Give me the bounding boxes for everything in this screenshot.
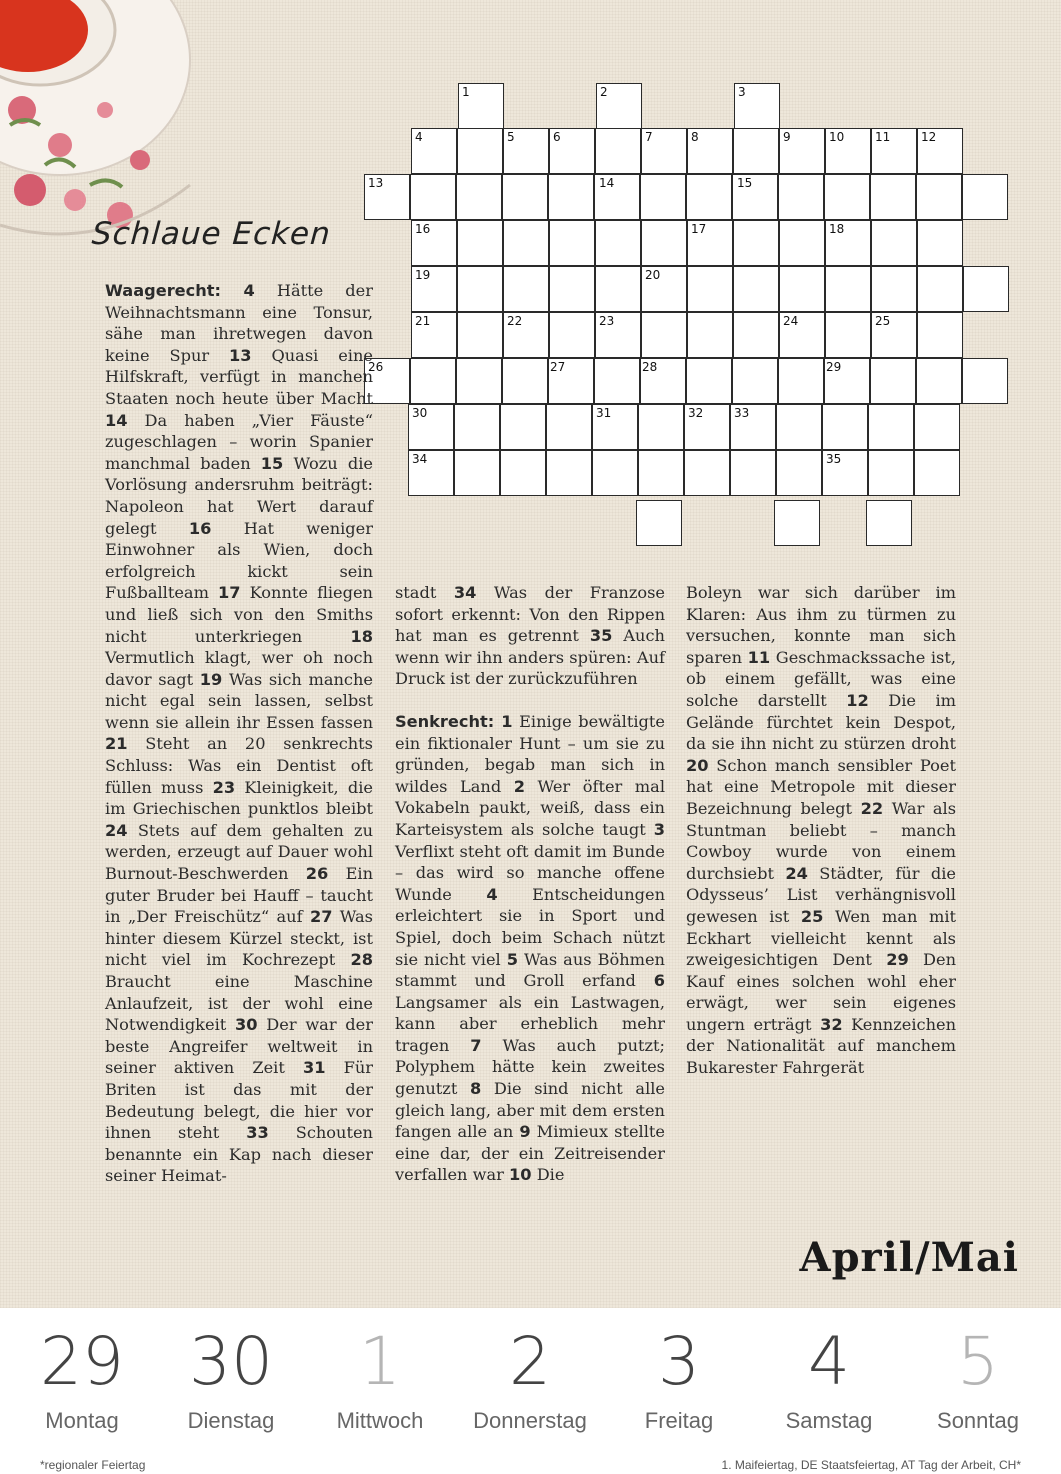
crossword-number: 33 xyxy=(734,406,750,420)
weekday-name: Donnerstag xyxy=(473,1408,587,1433)
crossword-number: 12 xyxy=(921,130,937,144)
crossword-number: 2 xyxy=(600,85,608,99)
crossword-cell[interactable] xyxy=(733,220,779,266)
crossword-cell[interactable] xyxy=(641,220,687,266)
crossword-cell[interactable] xyxy=(774,500,820,546)
crossword-cell[interactable] xyxy=(638,404,684,450)
crossword-cell[interactable] xyxy=(594,174,640,220)
crossword-number: 29 xyxy=(826,360,842,374)
footer-note-regional: *regionaler Feiertag xyxy=(40,1458,146,1472)
crossword-cell[interactable] xyxy=(411,266,457,312)
crossword-number: 22 xyxy=(507,314,523,328)
calendar-strip xyxy=(0,1308,1061,1474)
crossword-cell[interactable] xyxy=(822,404,868,450)
crossword-cell[interactable] xyxy=(779,312,825,358)
crossword-cell[interactable] xyxy=(503,312,549,358)
crossword-number: 7 xyxy=(645,130,653,144)
crossword-cell[interactable] xyxy=(549,128,595,174)
crossword-number: 5 xyxy=(507,130,515,144)
crossword-cell[interactable] xyxy=(549,220,595,266)
month-label: April/Mai xyxy=(799,1234,1019,1281)
crossword-number: 30 xyxy=(412,406,428,420)
calendar-day[interactable] xyxy=(754,1322,904,1434)
crossword-number: 3 xyxy=(738,85,746,99)
crossword-number: 6 xyxy=(553,130,561,144)
calendar-day[interactable] xyxy=(156,1322,306,1434)
crossword-cell[interactable] xyxy=(962,174,1008,220)
crossword-cell[interactable] xyxy=(638,450,684,496)
crossword-cell[interactable] xyxy=(824,358,870,404)
crossword-number: 8 xyxy=(691,130,699,144)
crossword-cell[interactable] xyxy=(457,220,503,266)
crossword-cell[interactable] xyxy=(408,404,454,450)
calendar-day[interactable] xyxy=(305,1322,455,1434)
footer-holidays: 1. Maifeiertag, DE Staatsfeiertag, AT Tag der Arbeit, CH* xyxy=(721,1458,1021,1472)
crossword-cell[interactable] xyxy=(730,450,776,496)
day-number: 2 xyxy=(509,1323,551,1400)
crossword-cell[interactable] xyxy=(548,358,594,404)
crossword-cell[interactable] xyxy=(825,128,871,174)
crossword-cell[interactable] xyxy=(963,266,1009,312)
crossword-cell[interactable] xyxy=(917,220,963,266)
crossword-number: 24 xyxy=(783,314,799,328)
calendar-day[interactable] xyxy=(903,1322,1053,1434)
crossword-cell[interactable] xyxy=(778,174,824,220)
crossword-cell[interactable] xyxy=(866,500,912,546)
crossword-cell[interactable] xyxy=(641,266,687,312)
calendar-day[interactable] xyxy=(604,1322,754,1434)
crossword-cell[interactable] xyxy=(592,404,638,450)
crossword-number: 15 xyxy=(737,176,753,190)
crossword-number: 11 xyxy=(875,130,891,144)
crossword-cell[interactable] xyxy=(917,128,963,174)
day-number: 30 xyxy=(189,1323,273,1400)
crossword-cell[interactable] xyxy=(592,450,638,496)
day-number: 3 xyxy=(658,1323,700,1400)
crossword-number: 4 xyxy=(415,130,423,144)
day-number: 1 xyxy=(359,1323,401,1400)
crossword-number: 35 xyxy=(826,452,842,466)
crossword-cell[interactable] xyxy=(730,404,776,450)
crossword-cell[interactable] xyxy=(411,220,457,266)
crossword-cell[interactable] xyxy=(503,220,549,266)
weekday-name: Mittwoch xyxy=(336,1408,424,1433)
crossword-number: 17 xyxy=(691,222,707,236)
crossword-cell[interactable] xyxy=(641,128,687,174)
crossword-cell[interactable] xyxy=(410,358,456,404)
crossword-cell[interactable] xyxy=(684,404,730,450)
crossword-cell[interactable] xyxy=(641,312,687,358)
crossword-cell[interactable] xyxy=(871,128,917,174)
calendar-day[interactable] xyxy=(7,1322,157,1434)
day-number: 5 xyxy=(957,1323,999,1400)
crossword-cell[interactable] xyxy=(778,358,824,404)
weekday-name: Samstag xyxy=(785,1408,873,1433)
weekday-name: Sonntag xyxy=(937,1408,1019,1433)
crossword-cell[interactable] xyxy=(640,174,686,220)
crossword-cell[interactable] xyxy=(962,358,1008,404)
crossword-cell[interactable] xyxy=(776,404,822,450)
crossword-number: 25 xyxy=(875,314,891,328)
crossword-number: 10 xyxy=(829,130,845,144)
crossword-cell[interactable] xyxy=(408,450,454,496)
crossword-cell[interactable] xyxy=(687,220,733,266)
crossword-number: 14 xyxy=(599,176,615,190)
crossword-cell[interactable] xyxy=(549,312,595,358)
crossword-cell[interactable] xyxy=(503,128,549,174)
crossword-cell[interactable] xyxy=(687,128,733,174)
crossword-number: 20 xyxy=(645,268,661,282)
clues-waagerecht-end: stadt 34 Was der Franzose sofort erkennt: Von den Rippen hat man es getrennt 35 Auch wenn wir ihn anders spüren: Auf Druck ist der zurückzuführen xyxy=(395,583,665,689)
page-title: Schlaue Ecken xyxy=(90,216,333,252)
clues-column-3 xyxy=(686,582,956,1079)
crossword-cell[interactable] xyxy=(868,404,914,450)
crossword-cell[interactable] xyxy=(871,220,917,266)
clues-senkrecht: Senkrecht: 1 Einige bewältigte ein fiktionaler Hunt – um sie zu gründen, begab man sich in wildes Land 2 Wer öfter mal Vokabeln paukt, weiß, dass ein Karteisystem als solche taugt 3 Verflixt steht oft damit im Bunde – das wird so manche offene Wunde 4 Entscheidungen erleichtert sie in Sport und Spiel, doch beim Schach nützt sie nicht viel 5 Was aus Böhmen stammt und Groll erfand 6 Langsamer als ein Lastwagen, kann aber erheblich mehr tragen 7 Was auch putzt; Polyphem hätte kein zweites genutzt 8 Die sind nicht alle gleich lang, aber mit dem ersten fangen alle an 9 Mimieux stellte eine dar, der ein Zeitreisender verfallen war 10 Die xyxy=(395,711,665,1185)
crossword-cell[interactable] xyxy=(916,174,962,220)
crossword-number: 26 xyxy=(368,360,384,374)
crossword-number: 21 xyxy=(415,314,431,328)
crossword-cell[interactable] xyxy=(457,128,503,174)
crossword-number: 1 xyxy=(462,85,470,99)
crossword-cell[interactable] xyxy=(870,358,916,404)
crossword-cell[interactable] xyxy=(687,312,733,358)
crossword-cell[interactable] xyxy=(914,450,960,496)
crossword-cell[interactable] xyxy=(595,312,641,358)
crossword-cell[interactable] xyxy=(776,450,822,496)
crossword-number: 23 xyxy=(599,314,615,328)
crossword-cell[interactable] xyxy=(871,312,917,358)
crossword-cell[interactable] xyxy=(546,404,592,450)
day-number: 4 xyxy=(808,1323,850,1400)
crossword-cell[interactable] xyxy=(733,128,779,174)
crossword-cell[interactable] xyxy=(825,312,871,358)
crossword-cell[interactable] xyxy=(636,500,682,546)
crossword-cell[interactable] xyxy=(916,358,962,404)
crossword-cell[interactable] xyxy=(868,450,914,496)
crossword-cell[interactable] xyxy=(779,220,825,266)
crossword-cell[interactable] xyxy=(596,83,642,129)
crossword-cell[interactable] xyxy=(410,174,456,220)
crossword-cell[interactable] xyxy=(364,174,410,220)
crossword-cell[interactable] xyxy=(458,83,504,129)
crossword-cell[interactable] xyxy=(825,266,871,312)
crossword-number: 16 xyxy=(415,222,431,236)
crossword-cell[interactable] xyxy=(871,266,917,312)
crossword-number: 34 xyxy=(412,452,428,466)
weekday-name: Montag xyxy=(45,1408,119,1433)
crossword-cell[interactable] xyxy=(686,358,732,404)
crossword-cell[interactable] xyxy=(500,450,546,496)
crossword-cell[interactable] xyxy=(825,220,871,266)
clues-senkrecht-end: Boleyn war sich darüber im Klaren: Aus ihm zu türmen zu versuchen, konnte man sich sparen 11 Geschmackssache ist, ob einem gefällt, was eine solche darstellt 12 Die im Gelände fürchtet kein Despot, da sie ihn nicht zu stürzen droht 20 Schon manch sensibler Poet hat eine Metropole mit dieser Bezeichnung belegt 22 War als Stuntman beliebt – manch Cowboy wurde von einem durchsiebt 24 Städter, für die Odysseus’ List verhängnisvoll gewesen ist 25 Wen man mit Eckhart vielleicht kennt als zweigesichtigen Dent 29 Den Kauf eines solchen wohl eher erwägt, wer sein eigenes ungern erträgt 32 Kennzeichen der Nationalität auf manchem Bukarester Fahrgerät xyxy=(686,583,957,1078)
crossword-cell[interactable] xyxy=(733,312,779,358)
crossword-cell[interactable] xyxy=(595,266,641,312)
clues-waagerecht: Waagerecht: 4 Hätte der Weihnachtsmann eine Tonsur, sähe man ihretwegen davon keine Spur 13 Quasi eine Hilfskraft, verfügt in manchen Staaten noch heute über Macht 14 Da haben „Vier Fäuste“ zugeschlagen – worin Spanier manchmal baden 15 Wozu die Vorlösung andersruhm beiträgt: Napoleon hat Wert darauf gelegt 16 Hat weniger Einwohner als Wien, doch erfolgreich kickt sein Fußballteam 17 Konnte fliegen und ließ sich von den Smiths nicht unterkriegen 18 Vermutlich klagt, wer oh noch davor sagt 19 Was sich manche nicht egal sein lassen, selbst wenn sie allein ihr Essen fassen 21 Steht an 20 senkrechts Schluss: Was ein Dentist oft füllen muss 23 Kleinigkeit, die im Griechischen punktlos bleibt 24 Stets auf dem gehalten zu werden, erzeugt auf Dauer wohl Burnout-Beschwerden 26 Ein guter Bruder bei Hauff – taucht in „Der Freischütz“ auf 27 Was hinter diesem Kürzel steckt, ist nicht viel im Kochrezept 28 Braucht eine Maschine Anlaufzeit, ist der wohl eine Notwendigkeit 30 Der war der beste Angreifer weltweit in seiner aktiven Zeit 31 Für Briten ist das mit der Bedeutung belegt, die hier vor ihnen steht 33 Schouten benannte ein Kap nach dieser seiner Heimat- xyxy=(105,281,373,1186)
crossword-cell[interactable] xyxy=(640,358,686,404)
crossword-cell[interactable] xyxy=(548,174,594,220)
crossword-cell[interactable] xyxy=(732,174,778,220)
crossword-number: 9 xyxy=(783,130,791,144)
crossword-cell[interactable] xyxy=(502,174,548,220)
crossword-cell[interactable] xyxy=(546,450,592,496)
crossword-number: 31 xyxy=(596,406,612,420)
crossword-cell[interactable] xyxy=(457,266,503,312)
crossword-number: 13 xyxy=(368,176,384,190)
crossword-cell[interactable] xyxy=(456,358,502,404)
crossword-cell[interactable] xyxy=(595,220,641,266)
crossword-cell[interactable] xyxy=(870,174,916,220)
crossword-number: 18 xyxy=(829,222,845,236)
crossword-cell[interactable] xyxy=(779,266,825,312)
crossword-number: 19 xyxy=(415,268,431,282)
crossword-cell[interactable] xyxy=(733,266,779,312)
crossword-cell[interactable] xyxy=(684,450,730,496)
crossword-cell[interactable] xyxy=(686,174,732,220)
crossword-cell[interactable] xyxy=(734,83,780,129)
crossword-cell[interactable] xyxy=(732,358,778,404)
calendar-day[interactable] xyxy=(455,1322,605,1434)
crossword-cell[interactable] xyxy=(502,358,548,404)
crossword-number: 27 xyxy=(550,360,566,374)
crossword-number: 32 xyxy=(688,406,704,420)
crossword-cell[interactable] xyxy=(411,312,457,358)
crossword-cell[interactable] xyxy=(914,404,960,450)
crossword-cell[interactable] xyxy=(917,312,963,358)
crossword-cell[interactable] xyxy=(595,128,641,174)
crossword-cell[interactable] xyxy=(824,174,870,220)
crossword-cell[interactable] xyxy=(549,266,595,312)
crossword-cell[interactable] xyxy=(456,174,502,220)
weekday-name: Dienstag xyxy=(187,1408,275,1433)
teacup-image xyxy=(0,0,200,250)
crossword-cell[interactable] xyxy=(457,312,503,358)
clues-column-1 xyxy=(105,280,373,1187)
crossword-cell[interactable] xyxy=(500,404,546,450)
crossword-cell[interactable] xyxy=(454,404,500,450)
clues-column-2 xyxy=(395,582,665,1186)
weekday-name: Freitag xyxy=(644,1408,714,1433)
crossword-cell[interactable] xyxy=(411,128,457,174)
crossword-cell[interactable] xyxy=(822,450,868,496)
crossword-cell[interactable] xyxy=(594,358,640,404)
crossword-number: 28 xyxy=(642,360,658,374)
crossword-cell[interactable] xyxy=(779,128,825,174)
crossword-cell[interactable] xyxy=(454,450,500,496)
day-number: 29 xyxy=(40,1323,124,1400)
crossword-cell[interactable] xyxy=(687,266,733,312)
crossword-cell[interactable] xyxy=(917,266,963,312)
crossword-cell[interactable] xyxy=(503,266,549,312)
